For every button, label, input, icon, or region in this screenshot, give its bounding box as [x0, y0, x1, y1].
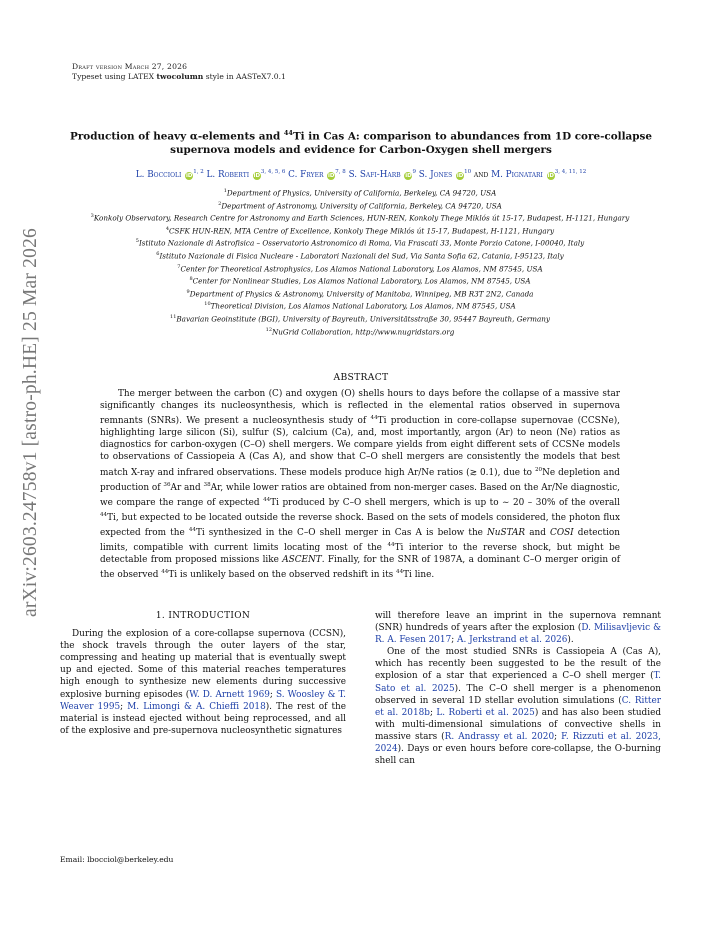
orcid-icon[interactable]: iD: [253, 172, 261, 179]
affiliation: $^7$Center for Theoretical Astrophysics, Los Alamos National Laboratory, Los Alamos, NM 87545, USA: [177, 263, 543, 273]
citation-link[interactable]: W. D. Arnett 1969: [189, 689, 270, 700]
abstract-text: The merger between the carbon (C) and oxygen (O) shells hours to days before the collapse of a massive star significantly changes its nucleosynthesis, which is reflected in the elemental ratios observed in supernova remnants (SNRs). We present a nucleosynthesis study of $^{44}$Ti production in core-collapse supernovae (CCSNe), highlighting large silicon (Si), sulfur (S), calcium (Ca), and, most importantly, argon (Ar) to neon (Ne) ratios as diagnostics for carbon-oxygen (C–O) shell mergers. We compare yields from eight different sets of CCSNe models to observations of Cassiopeia A (Cas A), and show that C–O shell mergers are consistently the models that best match X-ray and infrared observations. These models produce high Ar/Ne ratios (≳ 0.1), due to $^{20}$Ne depletion and production of $^{36}$Ar and $^{38}$Ar, while lower ratios are obtained from non-merger cases. Based on the Ar/Ne diagnostic, we compare the range of expected $^{44}$Ti produced by C–O shell mergers, which is up to ∼ 20 – 30% of the overall $^{44}$Ti, but expected to be located outside the reverse shock. Based on the sets of models considered, the photon flux expected from the $^{44}$Ti synthesized in the C–O shell merger in Cas A is below the NuSTAR and COSI detection limits, compatible with current limits locating most of the $^{44}$Ti interior to the reverse shock, but might be detectable from proposed missions like ASCENT. Finally, for the SNR of 1987A, a dominant C–O merger origin of the observed $^{44}$Ti is unlikely based on the observed redshift in its $^{44}$Ti line.: [100, 389, 620, 580]
paragraph: will therefore leave an imprint in the supernova remnant (SNR) hundreds of years after the explosion (D. Milisavljevic & R. A. Fesen 2017; A. Jerkstrand et al. 2026).: [375, 611, 661, 646]
affiliation: $^2$Department of Astronomy, University of California, Berkeley, CA 94720, USA: [218, 200, 502, 210]
section-heading: 1. INTRODUCTION: [155, 611, 251, 621]
affiliation-list: [60, 186, 660, 337]
author-link[interactable]: S. Safi-Harb: [348, 169, 401, 180]
affiliation: $^{11}$Bavarian Geoinstitute (BGI), University of Bayreuth, Universitätsstraße 30, 95447 Bayreuth, Germany: [170, 313, 550, 324]
latex-logo: LATEX: [127, 72, 155, 81]
author-link[interactable]: L. Roberti: [206, 169, 250, 180]
arxiv-identifier: arXiv:2603.24758v1 [astro-ph.HE] 25 Mar 2026: [20, 228, 41, 617]
draft-version: Draft version March 27, 2026: [72, 62, 188, 71]
column-right: [375, 610, 661, 767]
affiliation: $^3$Konkoly Observatory, Research Centre for Astronomy and Earth Sciences, HUN-REN, Konkoly Thege Miklós út 15-17, Budapest, H-1121, Hungary: [90, 213, 630, 223]
author-link[interactable]: M. Pignatari: [491, 169, 543, 180]
draft-header: [72, 62, 286, 82]
paragraph: One of the most studied SNRs is Cassiopeia A (Cas A), which has recently been suggested to be the result of the explosion of a star that experienced a C–O shell merger (T. Sato et al. 2025). The C–O shell merger is a phenomenon observed in several 1D stellar evolution simulations (C. Ritter et al. 2018b; L. Roberti et al. 2025) and has also been studied with multi-dimensional simulations of convective shells in massive stars (R. Andrassy et al. 2020; F. Rizzuti et al. 2023, 2024). Days or even hours before core-collapse, the O-burning shell can: [375, 647, 662, 767]
author-list: L. Boccioli iD$^{1, 2}$ L. Roberti iD$^{3, 4, 5, 6}$ C. Fryer iD$^{7, 8}$ S. Safi-Harb $iD^9$ S. Jones $iD^{10}$ and M. Pignatari iD$^{3, 4, 11, 12}$: [135, 169, 587, 180]
footnote-email: Email: lbocciol@berkeley.edu: [60, 855, 174, 864]
orcid-icon[interactable]: iD: [328, 172, 335, 179]
citation-link[interactable]: C. Ritter et al. 2018b: [375, 695, 661, 718]
affiliation: $^6$Istituto Nazionale di Fisica Nucleare - Laboratori Nazionali del Sud, Via Santa Sofia 62, Catania, I-95123, Italy: [156, 250, 564, 261]
orcid-icon[interactable]: iD: [456, 172, 464, 179]
affiliation: $^{10}$Theoretical Division, Los Alamos National Laboratory, Los Alamos, NM 87545, USA: [204, 301, 516, 311]
citation-link[interactable]: S. Woosley & T. Weaver 1995: [60, 689, 346, 712]
citation-link[interactable]: T. Sato et al. 2025: [375, 671, 661, 694]
paragraph: During the explosion of a core-collapse supernova (CCSN), the shock travels through the outer layers of the star, compressing and heating up material that is eventually swept up and ejected. Some of this material reaches temperatures high enough to synthesize new elements during successive explosive burning episodes (W. D. Arnett 1969; S. Woosley & T. Weaver 1995; M. Limongi & A. Chieffi 2018). The rest of the material is instead ejected without being reprocessed, and all of the explosive and pre-supernova nucleosynthetic signatures: [60, 629, 347, 736]
paper-title: Production of heavy α-elements and $^{44}$Ti in Cas A: comparison to abundances from 1D core-collapse supernova models and evidence for Carbon-Oxygen shell mergers: [70, 129, 652, 157]
author-link[interactable]: C. Fryer: [288, 169, 324, 180]
author-link[interactable]: S. Jones: [418, 169, 453, 180]
citation-link[interactable]: M. Limongi & A. Chieffi 2018: [127, 701, 266, 712]
orcid-icon[interactable]: iD: [185, 172, 193, 179]
affiliation: $^{12}$NuGrid Collaboration, http://www.nugridstars.org: [265, 326, 455, 336]
citation-link[interactable]: D. Milisavljevic & R. A. Fesen 2017: [375, 623, 661, 646]
affiliation: $^4$CSFK HUN-REN, MTA Centre of Excellence, Konkoly Thege Miklós út 15-17, Budapest, H-1121, Hungary: [165, 225, 555, 236]
orcid-icon[interactable]: iD: [405, 172, 412, 179]
citation-link[interactable]: R. Andrassy et al. 2020: [444, 731, 555, 742]
abstract-heading: ABSTRACT: [333, 372, 389, 383]
citation-link[interactable]: F. Rizzuti et al. 2023, 2024: [375, 731, 662, 755]
affiliation: $^1$Department of Physics, University of California, Berkeley, CA 94720, USA: [223, 188, 497, 198]
affiliation: $^9$Department of Physics & Astronomy, University of Manitoba, Winnipeg, MB R3T 2N2, Canada: [186, 288, 534, 299]
column-left: [60, 610, 346, 737]
affiliation: $^5$Istituto Nazionale di Astrofisica – Osservatorio Astronomico di Roma, Via Frascati 33, Monte Porzio Catone, I-00040, Italy: [135, 238, 585, 248]
affiliation: $^8$Center for Nonlinear Studies, Los Alamos National Laboratory, Los Alamos, NM 87545, USA: [189, 276, 531, 286]
orcid-icon[interactable]: iD: [547, 172, 554, 179]
author-link[interactable]: L. Boccioli: [135, 169, 182, 180]
citation-link[interactable]: L. Roberti et al. 2025: [436, 707, 535, 718]
typeset-line: Typeset using LATEX twocolumn style in AASTeX7.0.1: [72, 72, 286, 81]
citation-link[interactable]: A. Jerkstrand et al. 2026: [457, 635, 568, 646]
